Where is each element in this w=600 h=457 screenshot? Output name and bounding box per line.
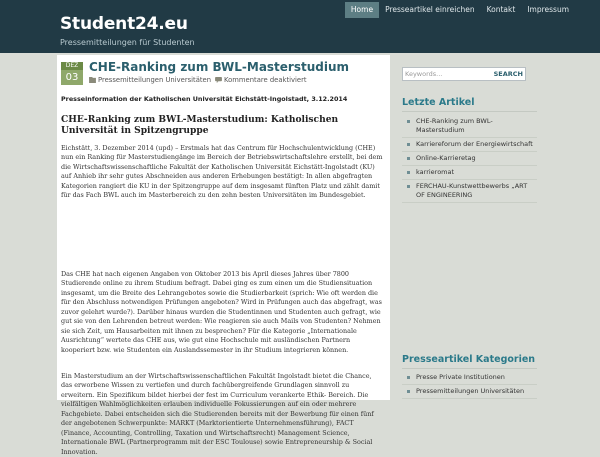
divider bbox=[402, 368, 537, 369]
post-comments-status: Kommentare deaktiviert bbox=[224, 76, 307, 84]
date-badge bbox=[61, 62, 83, 86]
site-description: Pressemitteilungen für Studenten bbox=[60, 38, 195, 47]
post-title[interactable]: CHE-Ranking zum BWL-Masterstudium bbox=[89, 60, 350, 74]
recent-article-item[interactable] bbox=[402, 168, 537, 180]
category-item[interactable] bbox=[402, 373, 537, 385]
comment-icon bbox=[215, 77, 222, 83]
categories-list bbox=[402, 373, 537, 401]
recent-article-link[interactable]: CHE-Ranking zum BWL-Masterstudium bbox=[416, 117, 493, 134]
post-subheading: CHE-Ranking zum BWL-Masterstudium: Katholischen Universität in Spitzengruppe bbox=[61, 114, 339, 136]
recent-articles-list bbox=[402, 117, 537, 205]
post-category-link[interactable]: Pressemitteilungen Universitäten bbox=[98, 76, 212, 84]
recent-article-link[interactable]: Karriereforum der Energiewirtschaft bbox=[416, 140, 533, 148]
post-paragraph: Ein Masterstudium an der Wirtschaftswissenschaftlichen Fakultät Ingolstadt bietet die Chance, das erworbene Wissen zu vertiefen und durch fachübergreifende Grundlagen sinnvoll zu erweitern. Ein Spezifikum bildet hierbei der fest im Curriculum verankerte Ethik- Bereich. Die vielfältigen Wahlmöglichkeiten erlauben individuelle Fokussierungen auf ein oder mehrere Fachgebiete. Dabei entscheiden sich die Studierenden bereits mit der Bewerbung für einen fünf der angebotenen Schwerpunkte: MARKT (Marktorientierte Unternehmensführung), FACT (Finance, Accounting, Controlling, Taxation und Wirtschaftsrecht) Management Science, Internationale BWL (Partnerprogramm mit der ESC Toulouse) sowie Entrepreneurship & Social Innovation. bbox=[61, 372, 374, 456]
bullet-icon bbox=[407, 120, 410, 123]
divider bbox=[402, 111, 537, 112]
bullet-icon bbox=[407, 390, 410, 393]
bullet-icon bbox=[407, 185, 410, 188]
post-paragraph: Das CHE hat nach eigenen Angaben von Oktober 2013 bis April dieses Jahres über 7800 Studierende online zu ihrem Studium befragt. Dabei ging es zum einen um die Studiensituation insgesamt, um die Breite des Lehrangebotes sowie die Studierbarkeit (sprich: Wie oft werden die für den Abschluss notwendigen Prüfungen angeboten? Wird in Prüfungen auch das abgefragt, was zuvor gelehrt wurde?). Darüber hinaus wurden die Studentinnen und Studenten auch gefragt, wie gut sie von den Lehrenden betreut werden: Wie reagieren sie auch Mails von Studenten? Nehmen sie sich Zeit, um Hausarbeiten mit ihnen zu besprechen? Für die Kategorie „Internationale Ausrichtung“ wertete das CHE aus, wie gut eine Hochschule mit ausländischen Partnern kooperiert bzw. wie Studenten ein Auslandssemester in ihr Studium integrieren können. bbox=[61, 270, 382, 354]
bullet-icon bbox=[407, 171, 410, 174]
bullet-icon bbox=[407, 157, 410, 160]
recent-article-item[interactable] bbox=[402, 182, 537, 203]
sidebar bbox=[393, 55, 543, 400]
search-form bbox=[402, 67, 526, 81]
main-content bbox=[57, 55, 390, 456]
category-link[interactable]: Pressemitteilungen Universitäten bbox=[416, 387, 525, 395]
nav-home[interactable]: Home bbox=[345, 2, 379, 18]
categories-title: Presseartikel Kategorien bbox=[402, 354, 536, 365]
site-header bbox=[0, 0, 600, 53]
post-intro: Presseinformation der Katholischen Universität Eichstätt-Ingolstadt, 3.12.2014 bbox=[61, 95, 348, 103]
date-month: DEZ bbox=[61, 62, 83, 70]
category-item[interactable] bbox=[402, 387, 537, 399]
nav-kontakt[interactable]: Kontakt bbox=[486, 5, 516, 14]
recent-article-item[interactable] bbox=[402, 140, 537, 152]
recent-articles-title: Letzte Artikel bbox=[402, 97, 475, 108]
search-input[interactable] bbox=[405, 69, 491, 79]
bullet-icon bbox=[407, 376, 410, 379]
main-nav bbox=[345, 2, 575, 18]
recent-article-item[interactable] bbox=[402, 154, 537, 166]
search-button[interactable]: SEARCH bbox=[493, 70, 523, 78]
date-day: 03 bbox=[61, 70, 83, 85]
folder-icon bbox=[89, 77, 96, 83]
nav-presseartikel-einreichen[interactable]: Presseartikel einreichen bbox=[385, 5, 475, 14]
site-title[interactable]: Student24.eu bbox=[60, 14, 188, 34]
category-link[interactable]: Presse Private Institutionen bbox=[416, 373, 505, 381]
post-meta bbox=[89, 76, 307, 84]
bullet-icon bbox=[407, 143, 410, 146]
recent-article-link[interactable]: karrieromat bbox=[416, 168, 455, 176]
nav-impressum[interactable]: Impressum bbox=[527, 5, 569, 14]
post-paragraph: Eichstätt, 3. Dezember 2014 (upd) – Erstmals hat das Centrum für Hochschulentwicklung (CHE) nun ein Ranking für Masterstudiengänge im Bereich der Betriebswirtschaftslehre erstellt, bei dem die Wirtschaftswissenschaftliche Fakultät der Katholischen Universität Eichstätt-Ingolstadt (KU) auf Anhieb ihr sehr gutes Abschneiden aus anderen Erhebungen bestätigt: In allen abgefragten Kategorien rangiert die KU in der Spitzengruppe auf dem insgesamt fünften Platz und zählt damit für das Fach BWL auch im Masterbereich zu den zehn besten Universitäten im Bundesgebiet. bbox=[61, 144, 383, 200]
recent-article-item[interactable] bbox=[402, 117, 537, 138]
recent-article-link[interactable]: FERCHAU-Kunstwettbewerbs „ART OF ENGINEERING bbox=[416, 182, 528, 199]
recent-article-link[interactable]: Online-Karrieretag bbox=[416, 154, 476, 162]
